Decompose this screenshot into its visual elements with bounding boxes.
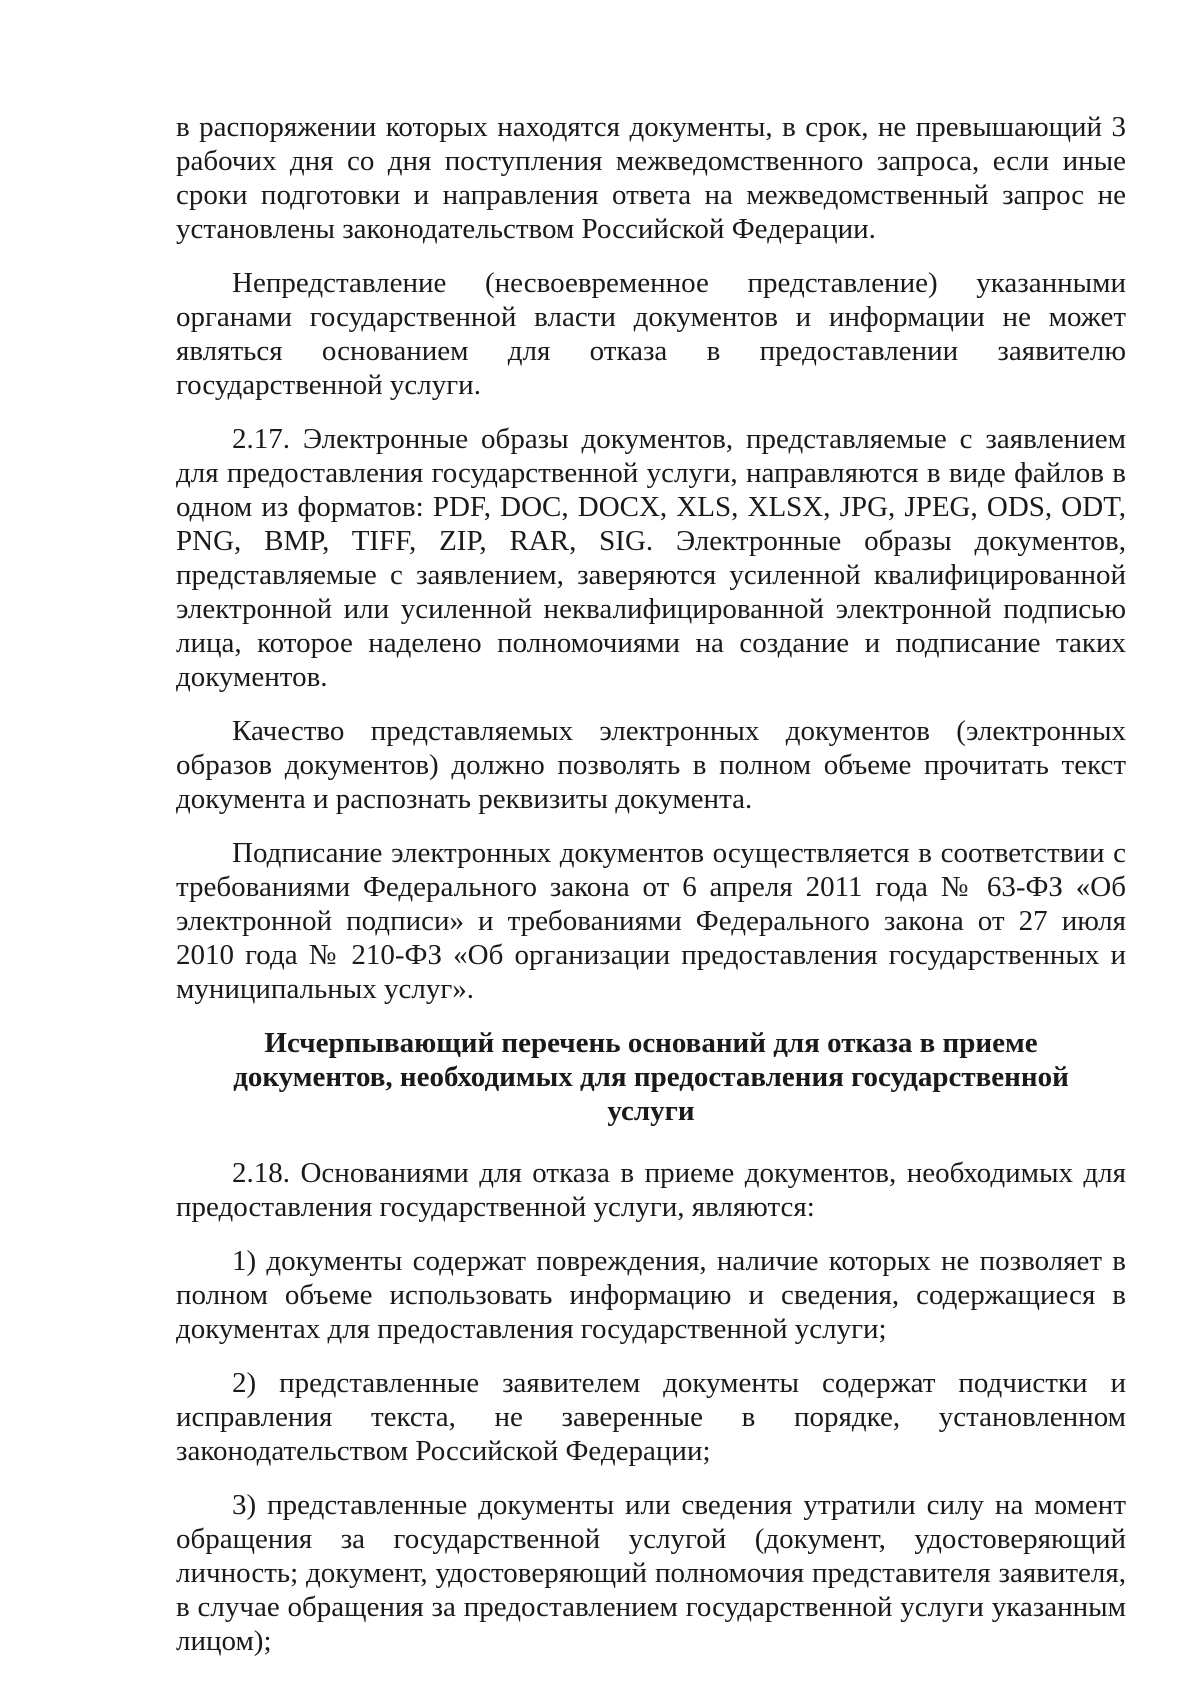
list-item-2: 2) представленные заявителем документы содержат подчистки и исправления текста, не заверенные в порядке, установленном законодательством Российской Федерации;	[176, 1367, 1126, 1467]
paragraph-continuation: в распоряжении которых находятся документы, в срок, не превышающий 3 рабочих дня со дня поступления межведомственного запроса, если иные сроки подготовки и направления ответа на межведомственный запрос не установлены законодательством Российской Федерации.	[176, 111, 1126, 245]
paragraph-signing: Подписание электронных документов осуществляется в соответствии с требованиями Федерального закона от 6 апреля 2011 года № 63-ФЗ «Об электронной подписи» и требованиями Федерального закона от 27 июля 2010 года № 210-ФЗ «Об организации предоставления государственных и муниципальных услуг».	[176, 837, 1126, 1005]
document-page	[176, 110, 1126, 1678]
list-item-3: 3) представленные документы или сведения утратили силу на момент обращения за государственной услугой (документ, удостоверяющий личность; документ, удостоверяющий полномочия представителя заявителя, в случае обращения за предоставлением государственной услуги указанным лицом);	[176, 1489, 1126, 1657]
paragraph-quality: Качество представляемых электронных документов (электронных образов документов) должно позволять в полном объеме прочитать текст документа и распознать реквизиты документа.	[176, 715, 1126, 815]
paragraph-2-18: 2.18. Основаниями для отказа в приеме документов, необходимых для предоставления государственной услуги, являются:	[176, 1157, 1126, 1223]
paragraph-2-17: 2.17. Электронные образы документов, представляемые с заявлением для предоставления государственной услуги, направляются в виде файлов в одном из форматов: PDF, DOC, DOCX, XLS, XLSX, JPG, JPEG, ODS, ODT, PNG, BMP, TIFF, ZIP, RAR, SIG. Электронные образы документов, представляемые с заявлением, заверяются усиленной квалифицированной электронной или усиленной неквалифицированной электронной подписью лица, которое наделено полномочиями на создание и подписание таких документов.	[176, 423, 1126, 693]
list-item-1: 1) документы содержат повреждения, наличие которых не позволяет в полном объеме использовать информацию и сведения, содержащиеся в документах для предоставления государственной услуги;	[176, 1245, 1126, 1345]
paragraph-nonsubmission: Непредставление (несвоевременное представление) указанными органами государственной власти документов и информации не может являться основанием для отказа в предоставлении заявителю государственной услуги.	[176, 267, 1126, 401]
section-heading: Исчерпывающий перечень оснований для отказа в приеме документов, необходимых для предоставления государственной услуги	[233, 1027, 1069, 1127]
